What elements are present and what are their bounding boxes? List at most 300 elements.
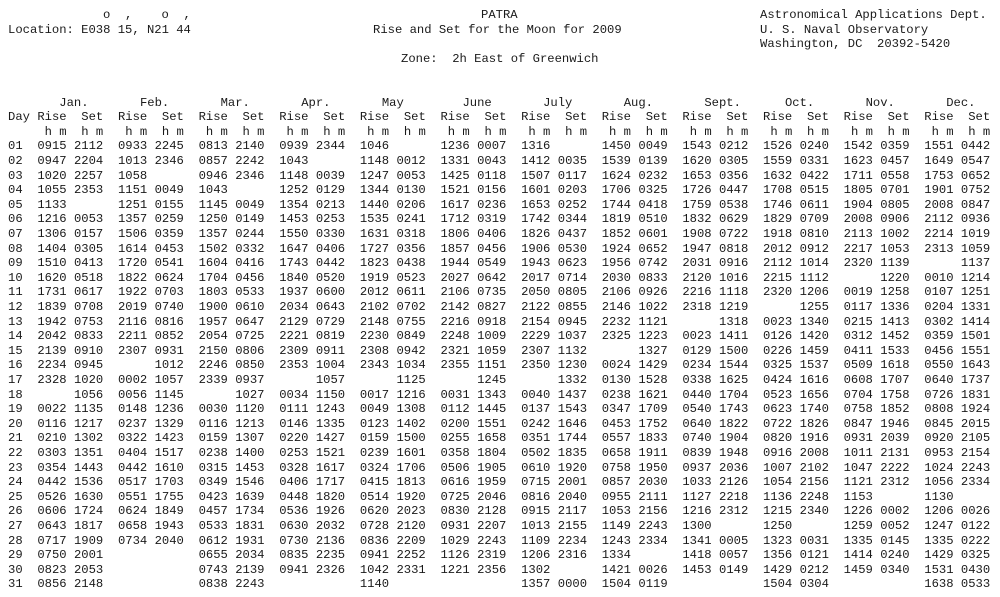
moonset-nov: 2222 [880, 460, 910, 475]
moonset-jul: 0945 [557, 314, 588, 329]
day-number: 16 [8, 358, 23, 373]
table-row [0, 388, 1000, 403]
moonset-jul: 0117 [557, 168, 588, 183]
moonset-mar: 0416 [235, 256, 265, 271]
rise-unit-label: h m [447, 124, 470, 139]
moonrise-oct: 2320 [762, 285, 793, 300]
moonrise-sep: 0540 [682, 402, 712, 417]
moonrise-may: 0017 [359, 387, 390, 402]
moonrise-nov: 1011 [843, 446, 873, 460]
moonset-dec: 0442 [960, 139, 991, 154]
rise-column-label: Rise [198, 110, 228, 125]
moonrise-may: 0239 [359, 446, 390, 460]
moonset-dec: 2015 [960, 416, 991, 431]
moonrise-jul: 1742 [521, 212, 551, 227]
moonset-aug: 1121 [638, 314, 668, 329]
moonrise-aug: 1956 [601, 256, 631, 271]
moonset-jan: 1630 [73, 489, 104, 504]
set-column-label: Set [403, 110, 426, 125]
set-unit-label: h m [726, 124, 749, 139]
moonrise-apr: 0939 [279, 139, 309, 154]
moonset-apr: 1335 [315, 416, 346, 431]
moonrise-nov: 1153 [843, 489, 873, 504]
moonset-dec: 0652 [960, 168, 991, 183]
moonrise-aug: 1852 [601, 227, 631, 241]
moonrise-feb: 2116 [117, 314, 148, 329]
moonrise-dec: 1130 [924, 489, 954, 504]
moonrise-jul: 0915 [521, 504, 551, 519]
moonrise-jul: 2154 [521, 314, 551, 329]
moonrise-sep: 1620 [682, 154, 712, 168]
moonset-mar: 1400 [235, 446, 265, 460]
moonrise-mar: 0612 [198, 533, 228, 548]
moonset-sep: 0057 [719, 548, 749, 563]
moonset-jun: 1059 [477, 343, 507, 358]
table-row [0, 271, 1000, 286]
rise-column-label: Rise [359, 110, 390, 125]
moonrise-jul: 1302 [521, 562, 551, 577]
moonset-jan: 0708 [73, 300, 104, 314]
moonrise-nov: 1414 [843, 548, 873, 563]
moonset-apr: 1521 [315, 446, 346, 460]
moonrise-aug: 0955 [601, 489, 631, 504]
set-unit-label: h m [806, 124, 829, 139]
moonset-apr: 0039 [315, 168, 346, 183]
moonrise-oct: 1746 [762, 197, 793, 212]
table-row [0, 300, 1000, 315]
table-row [0, 344, 1000, 359]
moonrise-jun: 0112 [440, 402, 470, 417]
moonset-dec: 1331 [960, 300, 991, 314]
moonrise-mar: 0349 [198, 475, 228, 490]
moonrise-oct: 0916 [762, 446, 793, 460]
moonrise-jun: 1236 [440, 139, 470, 154]
moonset-aug: 0652 [638, 241, 668, 256]
moonset-jan: 0305 [73, 241, 104, 256]
moonset-sep: 0818 [719, 241, 749, 256]
moonrise-jan: 0442 [37, 475, 67, 490]
moonrise-feb: 1506 [117, 227, 148, 241]
moonset-jul: 0035 [557, 154, 588, 168]
moonset-nov: 1002 [880, 227, 910, 241]
moonrise-jul: 2350 [521, 358, 551, 373]
moonrise-jan: 2328 [37, 373, 67, 387]
moonset-feb: 1517 [154, 446, 184, 460]
moonset-may: 0241 [396, 212, 426, 227]
moonrise-apr: 0034 [279, 387, 309, 402]
moonset-may: 1706 [396, 460, 426, 475]
moonrise-nov: 2008 [843, 212, 873, 227]
moonset-jun: 0118 [477, 168, 507, 183]
moonset-mar: 1931 [235, 533, 265, 548]
moonset-jul: 1543 [557, 402, 588, 417]
moonset-nov: 1258 [880, 285, 910, 300]
moonset-nov: 1452 [880, 329, 910, 344]
day-number: 25 [8, 489, 23, 504]
moonset-may: 2120 [396, 519, 426, 533]
moonrise-may: 0123 [359, 416, 390, 431]
moonset-aug: 0418 [638, 197, 668, 212]
moonset-oct: 0304 [799, 577, 829, 592]
moonset-mar: 2242 [235, 154, 265, 168]
moonset-sep: 0305 [719, 154, 749, 168]
moonset-aug: 1833 [638, 431, 668, 446]
moonrise-may: 1535 [359, 212, 390, 227]
moonrise-sep: 0234 [682, 358, 712, 373]
month-header-aug: Aug. [623, 95, 653, 110]
moonset-sep: 0212 [719, 139, 749, 154]
moonset-jun: 2207 [477, 519, 507, 533]
moonset-apr: 1057 [315, 373, 346, 387]
moonrise-jun: 1029 [440, 533, 470, 548]
moonset-jun: 1343 [477, 387, 507, 402]
moonrise-sep: 0640 [682, 416, 712, 431]
moonset-dec: 0533 [960, 577, 991, 592]
set-column-label: Set [565, 110, 588, 125]
moonset-apr: 2136 [315, 533, 346, 548]
moonset-jul: 1437 [557, 387, 588, 402]
moonset-sep: 1625 [719, 373, 749, 387]
moonset-aug: 0139 [638, 154, 668, 168]
moonrise-jul: 1906 [521, 241, 551, 256]
moonset-oct: 1459 [799, 343, 829, 358]
rise-unit-label: h m [528, 124, 551, 139]
moonset-nov: 1758 [880, 387, 910, 402]
moonrise-nov: 0847 [843, 416, 873, 431]
moonrise-jun: 0031 [440, 387, 470, 402]
moonset-sep: 1500 [719, 343, 749, 358]
moonrise-apr: 1453 [279, 212, 309, 227]
moonset-mar: 0456 [235, 270, 265, 285]
moonset-jun: 0642 [477, 270, 507, 285]
moonrise-dec: 0010 [924, 270, 954, 285]
moonset-aug: 2030 [638, 475, 668, 490]
moonrise-mar: 1704 [198, 270, 228, 285]
moonset-sep: 0447 [719, 183, 749, 198]
moonset-nov: 1618 [880, 358, 910, 373]
moonrise-apr: 2034 [279, 300, 309, 314]
moonrise-jan: 2234 [37, 358, 67, 373]
moonset-may: 2209 [396, 533, 426, 548]
moonrise-may: 0324 [359, 460, 390, 475]
moonrise-jun: 0506 [440, 460, 470, 475]
moonrise-apr: 2309 [279, 343, 309, 358]
moonset-dec: 0222 [960, 533, 991, 548]
time-zone-line: Zone: 2h East of Greenwich [401, 51, 599, 66]
table-row [0, 315, 1000, 330]
moonset-nov: 0052 [880, 519, 910, 533]
set-unit-label: h m [645, 124, 668, 139]
moonset-mar: 1120 [235, 402, 265, 417]
moonset-jul: 0623 [557, 256, 588, 271]
moonset-oct: 1656 [799, 387, 829, 402]
moonrise-jun: 2216 [440, 314, 470, 329]
moonset-may: 1216 [396, 387, 426, 402]
day-number: 01 [8, 139, 23, 154]
moonset-dec: 0325 [960, 548, 991, 563]
moonrise-feb: 0148 [117, 402, 148, 417]
moonset-aug: 0325 [638, 183, 668, 198]
moonrise-sep: 1033 [682, 475, 712, 490]
rise-column-label: Rise [117, 110, 148, 125]
moonrise-feb: 1251 [117, 197, 148, 212]
moonset-feb: 1755 [154, 489, 184, 504]
moonset-oct: 1740 [799, 402, 829, 417]
moonrise-oct: 2012 [762, 241, 793, 256]
moonset-dec: 1019 [960, 227, 991, 241]
moonset-jan: 0157 [73, 227, 104, 241]
moonrise-jan: 0022 [37, 402, 67, 417]
moonset-dec: 2334 [960, 475, 991, 490]
moonrise-nov: 0704 [843, 387, 873, 402]
moonrise-mar: 1604 [198, 256, 228, 271]
moonrise-sep: 0839 [682, 446, 712, 460]
moonrise-may: 1046 [359, 139, 390, 154]
moonset-aug: 2156 [638, 504, 668, 519]
moonset-dec: 1414 [960, 314, 991, 329]
day-number: 30 [8, 562, 23, 577]
table-row [0, 417, 1000, 432]
table-row [0, 242, 1000, 257]
table-row [0, 285, 1000, 300]
rise-column-label: Rise [279, 110, 309, 125]
moonset-apr: 1617 [315, 460, 346, 475]
moonrise-dec: 0920 [924, 431, 954, 446]
moonset-oct: 2008 [799, 446, 829, 460]
moonrise-jan: 2139 [37, 343, 67, 358]
moonset-oct: 1537 [799, 358, 829, 373]
moonset-mar: 1307 [235, 431, 265, 446]
moonrise-aug: 1539 [601, 154, 631, 168]
moonset-oct: 2248 [799, 489, 829, 504]
moonset-jul: 2234 [557, 533, 588, 548]
day-number: 11 [8, 285, 23, 300]
moonset-oct: 1340 [799, 314, 829, 329]
moonset-apr: 1150 [315, 387, 346, 402]
moonset-jul: 1230 [557, 358, 588, 373]
moonrise-apr: 1550 [279, 227, 309, 241]
moonset-jun: 0236 [477, 197, 507, 212]
moonrise-aug: 1744 [601, 197, 631, 212]
set-column-label: Set [887, 110, 910, 125]
moonrise-oct: 1356 [762, 548, 793, 563]
month-header-dec: Dec. [946, 95, 976, 110]
moonset-aug: 1752 [638, 416, 668, 431]
moonrise-jun: 2321 [440, 343, 470, 358]
table-row [0, 358, 1000, 373]
moonset-feb: 1943 [154, 519, 184, 533]
moonrise-jun: 0358 [440, 446, 470, 460]
moonrise-jun: 1425 [440, 168, 470, 183]
moonset-oct: 1255 [799, 300, 829, 314]
moonrise-may: 0415 [359, 475, 390, 490]
moonset-mar: 0332 [235, 241, 265, 256]
moonrise-jan: 1216 [37, 212, 67, 227]
moonrise-feb: 1357 [117, 212, 148, 227]
moonset-jan: 0617 [73, 285, 104, 300]
moonset-sep: 2036 [719, 460, 749, 475]
moonrise-may: 2308 [359, 343, 390, 358]
moonrise-apr: 1647 [279, 241, 309, 256]
moonset-oct: 0912 [799, 241, 829, 256]
moonset-sep: 1743 [719, 402, 749, 417]
moonrise-aug: 0347 [601, 402, 631, 417]
moonrise-nov: 0117 [843, 300, 873, 314]
moonrise-jul: 1013 [521, 519, 551, 533]
moonset-jan: 1351 [73, 446, 104, 460]
moonrise-feb: 1013 [117, 154, 148, 168]
moonset-jun: 2356 [477, 562, 507, 577]
moonset-may: 1500 [396, 431, 426, 446]
moonrise-jun: 1331 [440, 154, 470, 168]
moonrise-nov: 1259 [843, 519, 873, 533]
moonset-jan: 2353 [73, 183, 104, 198]
moonset-sep: 2218 [719, 489, 749, 504]
moonset-oct: 0121 [799, 548, 829, 563]
moonset-jun: 2319 [477, 548, 507, 563]
moonrise-aug: 1243 [601, 533, 631, 548]
set-column-label: Set [323, 110, 346, 125]
moonset-dec: 2243 [960, 460, 991, 475]
moonrise-nov: 1542 [843, 139, 873, 154]
moonset-sep: 2312 [719, 504, 749, 519]
moonset-nov: 1533 [880, 343, 910, 358]
moonset-jan: 0945 [73, 358, 104, 373]
moonset-jan: 0053 [73, 212, 104, 227]
day-number: 08 [8, 241, 23, 256]
rise-column-label: Rise [37, 110, 67, 125]
moonrise-feb: 0624 [117, 504, 148, 519]
moonset-jun: 1959 [477, 475, 507, 490]
moonset-jan: 1817 [73, 519, 104, 533]
day-number: 13 [8, 314, 23, 329]
moonset-mar: 0533 [235, 285, 265, 300]
table-row [0, 475, 1000, 490]
moonset-jan: 2112 [73, 139, 104, 154]
moonrise-nov: 2320 [843, 256, 873, 271]
moonrise-feb: 0658 [117, 519, 148, 533]
moonrise-aug: 1149 [601, 519, 631, 533]
moonrise-oct: 1632 [762, 168, 793, 183]
moonrise-aug: 2030 [601, 270, 631, 285]
moonset-feb: 2346 [154, 154, 184, 168]
moonrise-apr: 0406 [279, 475, 309, 490]
moonset-aug: 1950 [638, 460, 668, 475]
moonset-jan: 1909 [73, 533, 104, 548]
moonrise-nov: 0931 [843, 431, 873, 446]
moonset-may: 1813 [396, 475, 426, 490]
moonset-aug: 0833 [638, 270, 668, 285]
set-unit-label: h m [887, 124, 910, 139]
moonset-aug: 2334 [638, 533, 668, 548]
moonset-jun: 1009 [477, 329, 507, 344]
moonrise-jul: 1357 [521, 577, 551, 592]
moonrise-dec: 1649 [924, 154, 954, 168]
moonrise-aug: 1334 [601, 548, 631, 563]
moonrise-oct: 0325 [762, 358, 793, 373]
moonrise-jul: 1653 [521, 197, 551, 212]
month-header-jun: June [462, 95, 492, 110]
moonset-sep: 1704 [719, 387, 749, 402]
moonrise-jul: 0040 [521, 387, 551, 402]
moonset-feb: 1145 [154, 387, 184, 402]
moonrise-apr: 0448 [279, 489, 309, 504]
moonset-may: 0130 [396, 183, 426, 198]
moonrise-aug: 0658 [601, 446, 631, 460]
rise-unit-label: h m [125, 124, 148, 139]
moonrise-dec: 0302 [924, 314, 954, 329]
moonrise-jan: 0210 [37, 431, 67, 446]
moonset-feb: 1057 [154, 373, 184, 387]
moonrise-oct: 1250 [762, 519, 793, 533]
moonset-may: 0318 [396, 227, 426, 241]
moonset-jan: 0833 [73, 329, 104, 344]
moonrise-may: 2230 [359, 329, 390, 344]
rise-column-label: Rise [521, 110, 551, 125]
moonrise-sep: 2216 [682, 285, 712, 300]
moonset-sep: 1544 [719, 358, 749, 373]
moonset-feb: 2245 [154, 139, 184, 154]
moonset-jan: 2148 [73, 577, 104, 592]
observatory-address: Washington, DC 20392-5420 [760, 37, 951, 52]
table-row [0, 212, 1000, 227]
rise-unit-label: h m [689, 124, 712, 139]
moonrise-aug: 2325 [601, 329, 631, 344]
moonrise-feb: 0404 [117, 446, 148, 460]
moonset-nov: 0359 [880, 139, 910, 154]
moonset-may: 1601 [396, 446, 426, 460]
moonrise-jul: 0502 [521, 446, 551, 460]
moonset-nov: 0558 [880, 168, 910, 183]
moonrise-nov: 0758 [843, 402, 873, 417]
moonset-nov: 0340 [880, 562, 910, 577]
moonset-nov: 1852 [880, 402, 910, 417]
moonrise-oct: 0424 [762, 373, 793, 387]
moonrise-nov: 0312 [843, 329, 873, 344]
day-number: 29 [8, 548, 23, 563]
moonset-oct: 1420 [799, 329, 829, 344]
moonrise-oct: 1007 [762, 460, 793, 475]
moonset-dec: 1251 [960, 285, 991, 300]
rise-unit-label: h m [850, 124, 873, 139]
moonset-jun: 1245 [477, 373, 507, 387]
moonset-apr: 0911 [315, 343, 346, 358]
moonset-jun: 0156 [477, 183, 507, 198]
moonrise-aug: 0453 [601, 416, 631, 431]
moonset-mar: 0725 [235, 329, 265, 344]
moonrise-mar: 2054 [198, 329, 228, 344]
month-header-mar: Mar. [220, 95, 250, 110]
moonset-oct: 2340 [799, 504, 829, 519]
set-unit-label: h m [403, 124, 426, 139]
moonrise-mar: 0946 [198, 168, 228, 183]
moonrise-jul: 1601 [521, 183, 551, 198]
moonset-may: 0849 [396, 329, 426, 344]
set-column-label: Set [806, 110, 829, 125]
moonrise-mar: 0813 [198, 139, 228, 154]
moonset-nov: 1413 [880, 314, 910, 329]
observatory-name: U. S. Naval Observatory [760, 22, 929, 37]
set-column-label: Set [161, 110, 184, 125]
moonrise-may: 2148 [359, 314, 390, 329]
table-row [0, 373, 1000, 388]
moonset-dec: 0936 [960, 212, 991, 227]
moonrise-jul: 1826 [521, 227, 551, 241]
moonset-oct: 0031 [799, 533, 829, 548]
moonset-sep: 0629 [719, 212, 749, 227]
moonset-jul: 1332 [557, 373, 588, 387]
moonrise-mar: 1357 [198, 227, 228, 241]
